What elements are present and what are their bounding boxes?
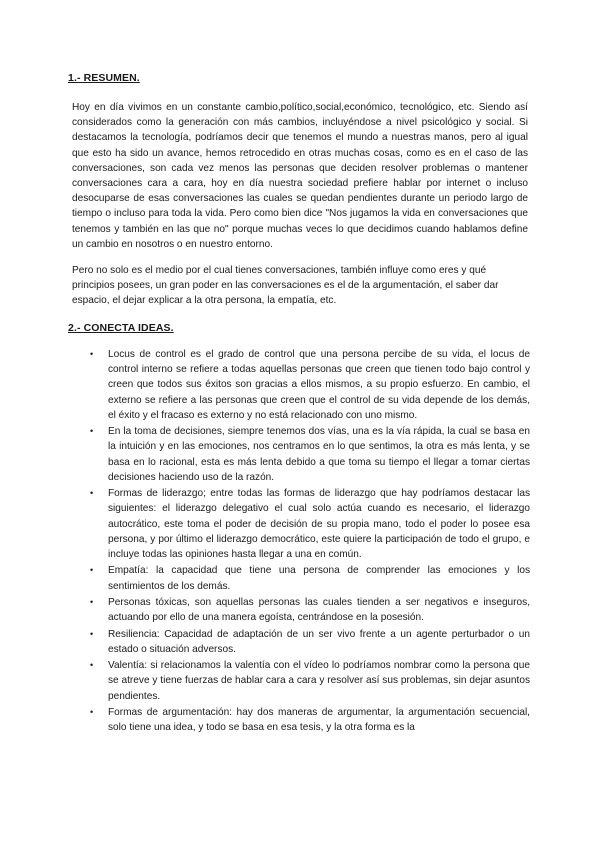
summary-paragraph-2: Pero no solo es el medio por el cual tienes conversaciones, también influye como eres y qué principios posees, un gran poder en las conversaciones es el de la argumentación, el saber dar espacio, el dejar explicar a la otra persona, la empatía, etc. bbox=[72, 265, 499, 307]
list-item-text: Formas de liderazgo; entre todas las formas de liderazgo que hay podríamos destacar las siguientes: el liderazgo delegativo el cual solo actúa cuando es necesario, el liderazgo autocrático, este toma el poder de decisión de su propia mano, todo el poder lo posee esa persona, y por último el liderazgo democrático, este quiere la participación de todo el grupo, e incluye todas las opiniones hasta llegar a una en común. bbox=[108, 488, 530, 561]
bullet-icon: • bbox=[90, 426, 94, 437]
list-item bbox=[90, 627, 530, 657]
list-item bbox=[90, 347, 530, 423]
bullet-icon: • bbox=[90, 706, 94, 717]
bullet-icon: • bbox=[90, 660, 94, 671]
bullet-icon: • bbox=[90, 628, 94, 639]
list-item-text: Valentía: si relacionamos la valentía con el vídeo lo podríamos nombrar como la persona que se atreve y tiene fuerzas de hablar cara a cara y resolver así sus problemas, sin dejar asuntos pendientes. bbox=[108, 660, 530, 702]
list-item-text: Locus de control es el grado de control que una persona percibe de su vida, el locus de control interno se refiere a todas aquellas personas que creen que tienen todo bajo control y creen que todos sus éxitos son gracias a ellos mismos, a su propio esfuerzo. En cambio, el externo se refiere a las personas que creen que el control de su vida depende de los demás, el éxito y el fracaso es externo y no está relacionado con uno mismo. bbox=[108, 349, 530, 421]
section-1-heading: 1.- RESUMEN. bbox=[68, 72, 140, 84]
summary-paragraph-1: Hoy en día vivimos en un constante cambio,político,social,económico, tecnológico, etc. Siendo así considerados como la generación con más cambios, incluyéndose a nivel psicológico y social. Si destacamos la tecnología, podríamos decir que tenemos el mundo a nuestras manos, pero al igual que esto ha sido un avance, hemos retrocedido en otras muchas cosas, como es en el caso de las conversaciones, son cada vez menos las personas que deciden resolver problemas o mantener conversaciones cara a cara, hoy en día nuestra sociedad prefiere hablar por internet o incluso desocuparse de esas conversaciones las cuales se quedan pendientes durante un periodo largo de tiempo o incluso para toda la vida. Pero como bien dice "Nos jugamos la vida en conversaciones que tenemos y también en las que no" porque muchas veces lo que decidimos cuando hablamos define un cambio en nosotros o en nuestro entorno. bbox=[72, 102, 528, 250]
list-item bbox=[90, 563, 530, 593]
list-item bbox=[90, 595, 530, 625]
list-item-text: Resiliencia: Capacidad de adaptación de un ser vivo frente a un agente perturbador o un estado o situación adversos. bbox=[108, 628, 530, 655]
bullet-icon: • bbox=[90, 565, 94, 576]
list-item bbox=[90, 658, 530, 704]
list-item-text: En la toma de decisiones, siempre tenemos dos vías, una es la vía rápida, la cual se basa en la intuición y en las emociones, nos centramos en lo que sentimos, la otra es más lenta, y se basa en lo racional, esta es más lenta debido a que toma su tiempo el llegar a tomar ciertas decisiones haciendo uso de la razón. bbox=[108, 426, 530, 483]
list-item-text: Personas tóxicas, son aquellas personas las cuales tienden a ser negativos e inseguros, actuando por ello de una manera egoísta, centrándose en la posesión. bbox=[108, 597, 530, 624]
list-item-text: Empatía: la capacidad que tiene una persona de comprender las emociones y los sentimientos de los demás. bbox=[108, 565, 530, 592]
bullet-icon: • bbox=[90, 597, 94, 607]
list-item bbox=[90, 424, 530, 485]
list-item-text: Formas de argumentación: hay dos maneras de argumentar, la argumentación secuencial, solo tiene una idea, y todo se basa en esa tesis, y la otra forma es la bbox=[108, 706, 530, 734]
bullet-icon: • bbox=[90, 488, 94, 499]
bullet-icon: • bbox=[90, 349, 94, 359]
list-item bbox=[90, 705, 530, 735]
list-item bbox=[90, 486, 530, 562]
section-2-heading: 2.- CONECTA IDEAS. bbox=[68, 322, 174, 334]
ideas-list bbox=[90, 347, 530, 737]
